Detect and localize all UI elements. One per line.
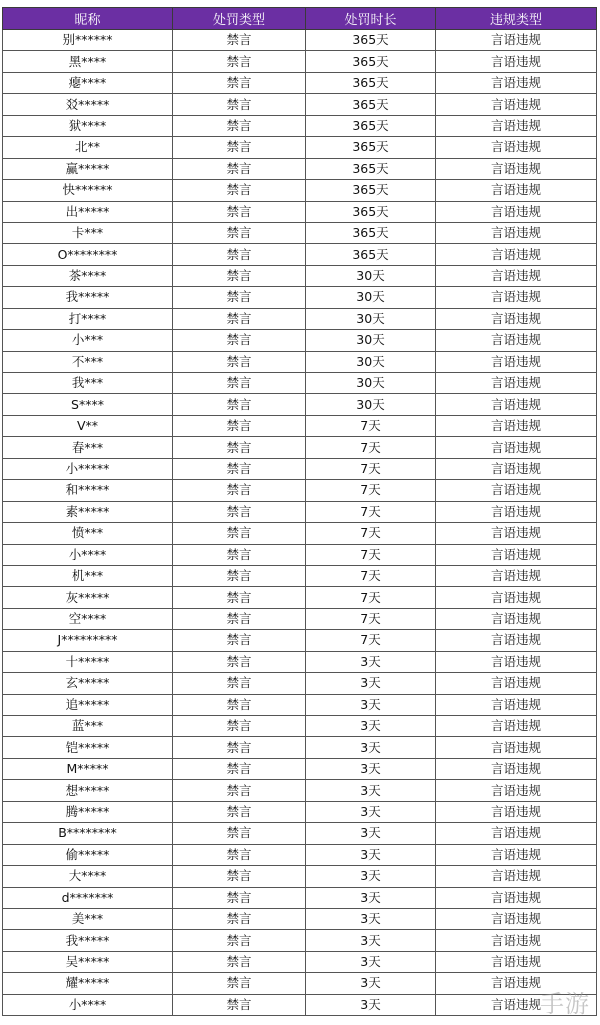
- cell-violation-type: 言语违规: [436, 501, 597, 522]
- cell-penalty-type: 禁言: [173, 458, 306, 479]
- table-row: [3, 994, 597, 1015]
- cell-penalty-duration: 365天: [306, 222, 436, 243]
- cell-penalty-duration: 3天: [306, 780, 436, 801]
- cell-nickname: 春***: [3, 437, 173, 458]
- cell-nickname: V**: [3, 415, 173, 436]
- cell-penalty-duration: 365天: [306, 30, 436, 51]
- cell-violation-type: 言语违规: [436, 587, 597, 608]
- cell-nickname: O********: [3, 244, 173, 265]
- table-row: [3, 823, 597, 844]
- cell-violation-type: 言语违规: [436, 823, 597, 844]
- cell-penalty-type: 禁言: [173, 437, 306, 458]
- cell-violation-type: 言语违规: [436, 887, 597, 908]
- cell-nickname: 赢*****: [3, 158, 173, 179]
- table-header: [3, 8, 597, 30]
- cell-penalty-type: 禁言: [173, 480, 306, 501]
- cell-violation-type: 言语违规: [436, 651, 597, 672]
- table-row: [3, 930, 597, 951]
- cell-penalty-type: 禁言: [173, 630, 306, 651]
- cell-penalty-duration: 3天: [306, 737, 436, 758]
- cell-penalty-type: 禁言: [173, 30, 306, 51]
- cell-nickname: 不***: [3, 351, 173, 372]
- cell-penalty-duration: 3天: [306, 887, 436, 908]
- cell-penalty-type: 禁言: [173, 373, 306, 394]
- header-violation-type: 违规类型: [436, 8, 597, 30]
- table-row: [3, 201, 597, 222]
- cell-penalty-type: 禁言: [173, 973, 306, 994]
- cell-nickname: 素*****: [3, 501, 173, 522]
- table-row: [3, 51, 597, 72]
- table-row: [3, 394, 597, 415]
- table-row: [3, 330, 597, 351]
- table-row: [3, 351, 597, 372]
- cell-violation-type: 言语违规: [436, 866, 597, 887]
- table-row: [3, 415, 597, 436]
- cell-nickname: M*****: [3, 758, 173, 779]
- cell-penalty-duration: 3天: [306, 823, 436, 844]
- cell-penalty-type: 禁言: [173, 94, 306, 115]
- cell-violation-type: 言语违规: [436, 394, 597, 415]
- table-row: [3, 265, 597, 286]
- cell-penalty-duration: 3天: [306, 930, 436, 951]
- table-row: [3, 437, 597, 458]
- cell-violation-type: 言语违规: [436, 137, 597, 158]
- table-row: [3, 716, 597, 737]
- table-row: [3, 651, 597, 672]
- cell-penalty-type: 禁言: [173, 930, 306, 951]
- cell-penalty-type: 禁言: [173, 158, 306, 179]
- cell-nickname: S****: [3, 394, 173, 415]
- cell-penalty-duration: 30天: [306, 351, 436, 372]
- cell-nickname: 黑****: [3, 51, 173, 72]
- table-row: [3, 222, 597, 243]
- cell-violation-type: 言语违规: [436, 351, 597, 372]
- cell-nickname: 铠*****: [3, 737, 173, 758]
- cell-nickname: 小*****: [3, 458, 173, 479]
- table-body: [3, 30, 597, 1016]
- cell-violation-type: 言语违规: [436, 373, 597, 394]
- table-row: [3, 737, 597, 758]
- cell-penalty-type: 禁言: [173, 587, 306, 608]
- table-row: [3, 801, 597, 822]
- cell-penalty-duration: 3天: [306, 716, 436, 737]
- cell-violation-type: 言语违规: [436, 544, 597, 565]
- cell-nickname: 我***: [3, 373, 173, 394]
- cell-nickname: 北**: [3, 137, 173, 158]
- table-row: [3, 308, 597, 329]
- cell-violation-type: 言语违规: [436, 158, 597, 179]
- table-row: [3, 480, 597, 501]
- cell-penalty-type: 禁言: [173, 565, 306, 586]
- cell-penalty-type: 禁言: [173, 308, 306, 329]
- penalty-table-container: [2, 7, 596, 1016]
- table-row: [3, 587, 597, 608]
- cell-penalty-duration: 30天: [306, 330, 436, 351]
- cell-violation-type: 言语违规: [436, 951, 597, 972]
- cell-penalty-duration: 7天: [306, 544, 436, 565]
- cell-nickname: d*******: [3, 887, 173, 908]
- cell-nickname: 茶****: [3, 265, 173, 286]
- cell-violation-type: 言语违规: [436, 265, 597, 286]
- header-nickname: 昵称: [3, 8, 173, 30]
- cell-violation-type: 言语违规: [436, 523, 597, 544]
- cell-violation-type: 言语违规: [436, 694, 597, 715]
- cell-nickname: 偷*****: [3, 844, 173, 865]
- table-row: [3, 608, 597, 629]
- cell-nickname: 别******: [3, 30, 173, 51]
- cell-penalty-duration: 30天: [306, 287, 436, 308]
- cell-nickname: 十*****: [3, 651, 173, 672]
- cell-violation-type: 言语违规: [436, 758, 597, 779]
- cell-nickname: 吴*****: [3, 951, 173, 972]
- cell-violation-type: 言语违规: [436, 51, 597, 72]
- table-row: [3, 780, 597, 801]
- cell-nickname: 空****: [3, 608, 173, 629]
- cell-penalty-duration: 7天: [306, 587, 436, 608]
- cell-violation-type: 言语违规: [436, 844, 597, 865]
- table-row: [3, 630, 597, 651]
- cell-nickname: 小****: [3, 544, 173, 565]
- cell-violation-type: 言语违规: [436, 458, 597, 479]
- table-row: [3, 458, 597, 479]
- cell-violation-type: 言语违规: [436, 480, 597, 501]
- cell-penalty-type: 禁言: [173, 823, 306, 844]
- cell-penalty-duration: 3天: [306, 866, 436, 887]
- cell-nickname: J*********: [3, 630, 173, 651]
- cell-penalty-type: 禁言: [173, 523, 306, 544]
- cell-penalty-type: 禁言: [173, 222, 306, 243]
- cell-penalty-duration: 365天: [306, 201, 436, 222]
- cell-penalty-duration: 365天: [306, 244, 436, 265]
- cell-penalty-duration: 365天: [306, 72, 436, 93]
- cell-nickname: 愤***: [3, 523, 173, 544]
- cell-penalty-duration: 7天: [306, 565, 436, 586]
- cell-violation-type: 言语违规: [436, 201, 597, 222]
- cell-nickname: 大****: [3, 866, 173, 887]
- cell-penalty-type: 禁言: [173, 72, 306, 93]
- cell-penalty-duration: 7天: [306, 415, 436, 436]
- table-row: [3, 137, 597, 158]
- table-row: [3, 908, 597, 929]
- header-penalty-type: 处罚类型: [173, 8, 306, 30]
- cell-nickname: 美***: [3, 908, 173, 929]
- cell-nickname: 小****: [3, 994, 173, 1015]
- cell-nickname: 腾*****: [3, 801, 173, 822]
- cell-violation-type: 言语违规: [436, 608, 597, 629]
- cell-penalty-type: 禁言: [173, 394, 306, 415]
- cell-penalty-duration: 3天: [306, 801, 436, 822]
- cell-penalty-duration: 7天: [306, 608, 436, 629]
- cell-penalty-duration: 3天: [306, 844, 436, 865]
- cell-penalty-type: 禁言: [173, 758, 306, 779]
- cell-nickname: 追*****: [3, 694, 173, 715]
- cell-penalty-type: 禁言: [173, 201, 306, 222]
- cell-penalty-type: 禁言: [173, 501, 306, 522]
- cell-nickname: 快******: [3, 180, 173, 201]
- cell-penalty-type: 禁言: [173, 737, 306, 758]
- cell-penalty-type: 禁言: [173, 180, 306, 201]
- cell-penalty-duration: 30天: [306, 373, 436, 394]
- cell-nickname: 出*****: [3, 201, 173, 222]
- cell-violation-type: 言语违规: [436, 565, 597, 586]
- cell-penalty-type: 禁言: [173, 994, 306, 1015]
- cell-penalty-duration: 3天: [306, 994, 436, 1015]
- cell-nickname: 玄*****: [3, 673, 173, 694]
- cell-violation-type: 言语违规: [436, 72, 597, 93]
- cell-penalty-duration: 3天: [306, 694, 436, 715]
- cell-penalty-type: 禁言: [173, 137, 306, 158]
- cell-penalty-duration: 3天: [306, 673, 436, 694]
- cell-violation-type: 言语违规: [436, 673, 597, 694]
- table-row: [3, 887, 597, 908]
- cell-nickname: 和*****: [3, 480, 173, 501]
- cell-nickname: 小***: [3, 330, 173, 351]
- cell-violation-type: 言语违规: [436, 930, 597, 951]
- cell-nickname: 耀*****: [3, 973, 173, 994]
- cell-penalty-duration: 30天: [306, 394, 436, 415]
- cell-violation-type: 言语违规: [436, 287, 597, 308]
- table-row: [3, 94, 597, 115]
- cell-penalty-type: 禁言: [173, 51, 306, 72]
- watermark-text: 手游: [540, 990, 590, 1018]
- table-row: [3, 115, 597, 136]
- cell-nickname: 狱****: [3, 115, 173, 136]
- table-row: [3, 673, 597, 694]
- cell-nickname: 瘪****: [3, 72, 173, 93]
- table-row: [3, 30, 597, 51]
- table-row: [3, 373, 597, 394]
- cell-nickname: 机***: [3, 565, 173, 586]
- cell-penalty-type: 禁言: [173, 887, 306, 908]
- cell-penalty-type: 禁言: [173, 265, 306, 286]
- table-row: [3, 244, 597, 265]
- cell-nickname: 蓝***: [3, 716, 173, 737]
- cell-violation-type: 言语违规: [436, 180, 597, 201]
- cell-penalty-duration: 3天: [306, 651, 436, 672]
- cell-penalty-type: 禁言: [173, 673, 306, 694]
- cell-penalty-type: 禁言: [173, 651, 306, 672]
- table-row: [3, 973, 597, 994]
- cell-violation-type: 言语违规: [436, 737, 597, 758]
- cell-nickname: 㸚*****: [3, 94, 173, 115]
- cell-penalty-duration: 7天: [306, 630, 436, 651]
- cell-nickname: 想*****: [3, 780, 173, 801]
- cell-penalty-type: 禁言: [173, 244, 306, 265]
- cell-violation-type: 言语违规: [436, 908, 597, 929]
- cell-violation-type: 言语违规: [436, 330, 597, 351]
- cell-penalty-duration: 7天: [306, 523, 436, 544]
- cell-violation-type: 言语违规: [436, 308, 597, 329]
- cell-penalty-type: 禁言: [173, 351, 306, 372]
- table-row: [3, 501, 597, 522]
- table-row: [3, 694, 597, 715]
- cell-nickname: 我*****: [3, 930, 173, 951]
- cell-penalty-type: 禁言: [173, 415, 306, 436]
- cell-penalty-type: 禁言: [173, 694, 306, 715]
- cell-penalty-duration: 30天: [306, 308, 436, 329]
- cell-violation-type: 言语违规: [436, 30, 597, 51]
- cell-penalty-type: 禁言: [173, 330, 306, 351]
- cell-violation-type: 言语违规: [436, 94, 597, 115]
- table-row: [3, 565, 597, 586]
- cell-penalty-type: 禁言: [173, 866, 306, 887]
- table-row: [3, 844, 597, 865]
- cell-violation-type: 言语违规: [436, 630, 597, 651]
- cell-penalty-type: 禁言: [173, 844, 306, 865]
- table-row: [3, 866, 597, 887]
- table-row: [3, 72, 597, 93]
- cell-penalty-duration: 7天: [306, 480, 436, 501]
- cell-violation-type: 言语违规: [436, 222, 597, 243]
- table-row: [3, 180, 597, 201]
- cell-violation-type: 言语违规: [436, 994, 597, 1015]
- penalty-table: [2, 7, 597, 1016]
- cell-penalty-type: 禁言: [173, 951, 306, 972]
- cell-penalty-duration: 7天: [306, 458, 436, 479]
- cell-nickname: 我*****: [3, 287, 173, 308]
- table-row: [3, 158, 597, 179]
- cell-penalty-duration: 365天: [306, 94, 436, 115]
- cell-penalty-duration: 30天: [306, 265, 436, 286]
- cell-nickname: 打****: [3, 308, 173, 329]
- cell-penalty-duration: 365天: [306, 51, 436, 72]
- cell-violation-type: 言语违规: [436, 780, 597, 801]
- cell-penalty-duration: 3天: [306, 973, 436, 994]
- cell-penalty-duration: 365天: [306, 158, 436, 179]
- cell-nickname: 卡***: [3, 222, 173, 243]
- cell-violation-type: 言语违规: [436, 415, 597, 436]
- cell-violation-type: 言语违规: [436, 801, 597, 822]
- cell-nickname: 灰*****: [3, 587, 173, 608]
- cell-penalty-type: 禁言: [173, 908, 306, 929]
- cell-violation-type: 言语违规: [436, 244, 597, 265]
- cell-penalty-duration: 7天: [306, 501, 436, 522]
- cell-penalty-duration: 7天: [306, 437, 436, 458]
- cell-penalty-duration: 3天: [306, 951, 436, 972]
- cell-penalty-type: 禁言: [173, 801, 306, 822]
- cell-penalty-duration: 365天: [306, 180, 436, 201]
- cell-violation-type: 言语违规: [436, 716, 597, 737]
- table-row: [3, 544, 597, 565]
- cell-violation-type: 言语违规: [436, 115, 597, 136]
- cell-penalty-duration: 365天: [306, 115, 436, 136]
- header-row: [3, 8, 597, 30]
- cell-violation-type: 言语违规: [436, 437, 597, 458]
- cell-penalty-type: 禁言: [173, 780, 306, 801]
- cell-penalty-duration: 365天: [306, 137, 436, 158]
- cell-penalty-duration: 3天: [306, 758, 436, 779]
- cell-penalty-type: 禁言: [173, 115, 306, 136]
- cell-nickname: B********: [3, 823, 173, 844]
- cell-penalty-type: 禁言: [173, 287, 306, 308]
- table-row: [3, 287, 597, 308]
- header-penalty-duration: 处罚时长: [306, 8, 436, 30]
- cell-penalty-type: 禁言: [173, 716, 306, 737]
- cell-penalty-type: 禁言: [173, 608, 306, 629]
- table-row: [3, 523, 597, 544]
- cell-penalty-type: 禁言: [173, 544, 306, 565]
- table-row: [3, 758, 597, 779]
- cell-penalty-duration: 3天: [306, 908, 436, 929]
- table-row: [3, 951, 597, 972]
- cell-violation-type: 言语违规: [436, 973, 597, 994]
